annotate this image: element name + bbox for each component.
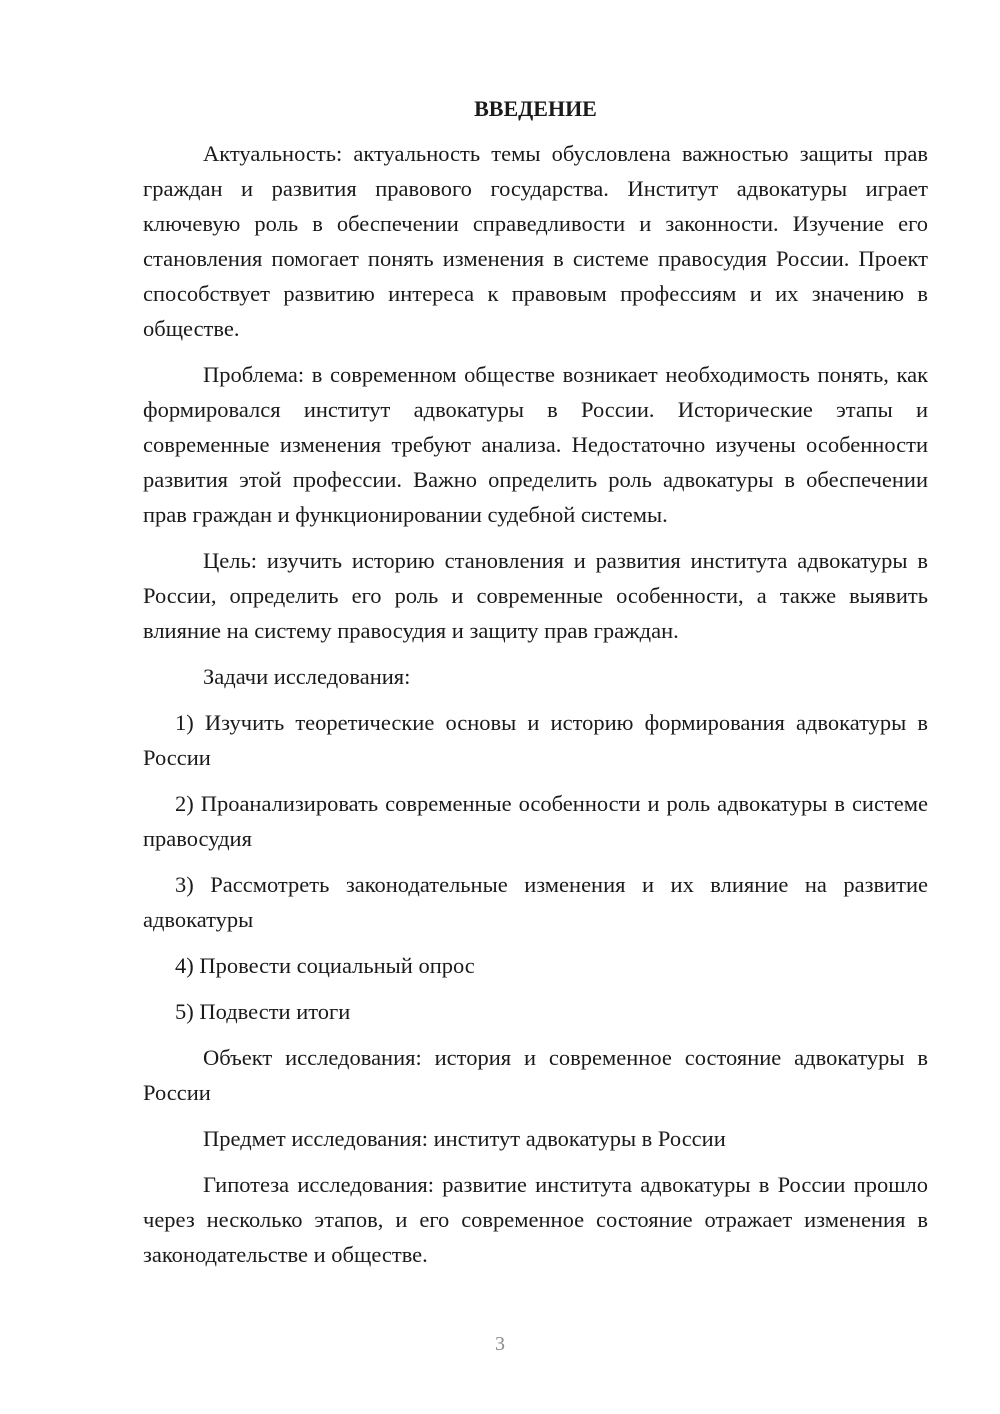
hypothesis-paragraph: Гипотеза исследования: развитие института адвокатуры в России прошло через несколько этапов, и его современное состояние отражает изменения в законодательстве и обществе. [143,1172,928,1267]
task-item: 1) Изучить теоретические основы и историю формирования адвокатуры в России [143,710,928,770]
object-paragraph: Объект исследования: история и современное состояние адвокатуры в России [143,1045,928,1105]
subject-paragraph: Предмет исследования: институт адвокатуры в России [203,1126,726,1151]
document-page [143,90,928,1272]
problem-paragraph: Проблема: в современном обществе возникает необходимость понять, как формировался институт адвокатуры в России. Исторические этапы и современные изменения требуют анализа. Недостаточно изучены особенности развития этой профессии. Важно определить роль адвокатуры в обеспечении прав граждан и функционировании судебной системы. [143,362,928,527]
goal-paragraph: Цель: изучить историю становления и развития института адвокатуры в России, определить его роль и современные особенности, а также выявить влияние на систему правосудия и защиту прав граждан. [143,548,928,643]
task-item: 3) Рассмотреть законодательные изменения и их влияние на развитие адвокатуры [143,872,928,932]
relevance-paragraph: Актуальность: актуальность темы обусловлена важностью защиты прав граждан и развития правового государства. Институт адвокатуры играет ключевую роль в обеспечении справедливости и законности. Изучение его становления помогает понять изменения в системе правосудия России. Проект способствует развитию интереса к правовым профессиям и их значению в обществе. [143,141,928,341]
task-item: 5) Подвести итоги [175,999,351,1024]
task-item: 4) Провести социальный опрос [175,953,475,978]
task-item: 2) Проанализировать современные особенности и роль адвокатуры в системе правосудия [143,791,928,851]
page-title: ВВЕДЕНИЕ [474,96,597,121]
tasks-heading: Задачи исследования: [203,664,411,689]
page-number: 3 [495,1333,505,1355]
